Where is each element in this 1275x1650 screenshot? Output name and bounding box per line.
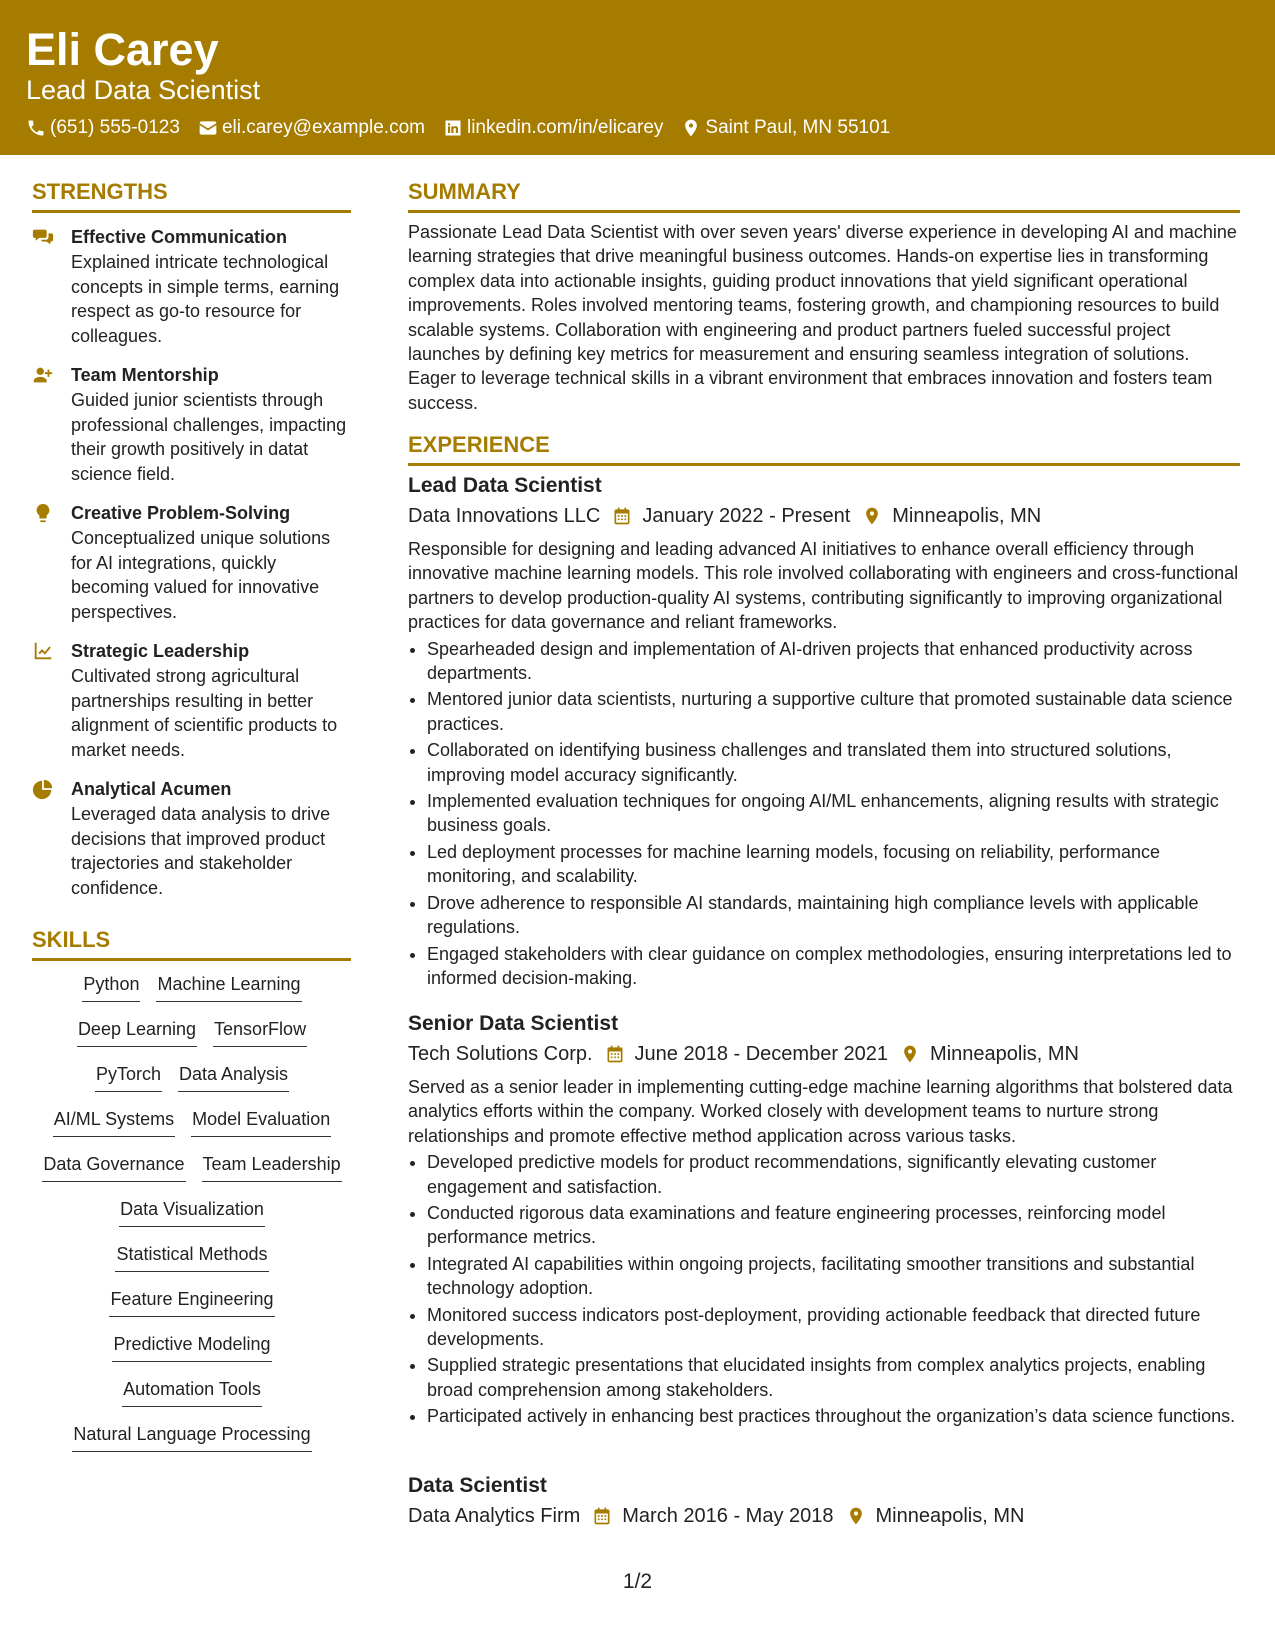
skill-row: [32, 1422, 352, 1467]
envelope-icon: [198, 118, 218, 138]
linkedin-icon: [443, 118, 463, 138]
bullet-item: • Participated actively in enhancing best practices throughout the organization’s data science functions.: [427, 1404, 1240, 1428]
bullet-item: • Developed predictive models for product recommendations, significantly elevating customer engagement and satisfaction.: [427, 1150, 1240, 1199]
strengths-list: [32, 224, 352, 914]
resume-header: [0, 0, 1275, 155]
skill-tag: Python: [82, 972, 140, 1002]
strength-item: [32, 776, 352, 900]
job-company: Data Analytics Firm: [408, 1505, 581, 1527]
contact-bar: [26, 114, 908, 142]
location-text: Saint Paul, MN 55101: [705, 117, 891, 138]
skill-tag: Data Analysis: [178, 1062, 289, 1092]
strength-item: [32, 362, 352, 486]
job-title: Data Scientist: [408, 1474, 547, 1497]
job-description: Served as a senior leader in implementing cutting-edge machine learning algorithms that bolstered data analytics efforts within the company. Worked closely with development teams to nurture strong relationships and promote effective method application across various tasks.: [408, 1077, 1233, 1146]
skill-tag: Data Governance: [42, 1152, 185, 1182]
job-location: Minneapolis, MN: [930, 1043, 1079, 1065]
bullet-item: • Spearheaded design and implementation of AI-driven projects that enhanced productivity across departments.: [427, 637, 1240, 686]
job-dates: June 2018 - December 2021: [634, 1043, 889, 1065]
skill-tag: Statistical Methods: [115, 1242, 268, 1272]
comments-icon: [32, 226, 54, 248]
calendar-icon: [612, 506, 632, 526]
skill-tag: Machine Learning: [156, 972, 301, 1002]
bullet-item: • Implemented evaluation techniques for ongoing AI/ML enhancements, aligning results with strategic business goals.: [427, 789, 1240, 838]
map-pin-icon: [846, 1506, 866, 1526]
chart-line-icon: [32, 640, 54, 662]
skills-list: [32, 972, 352, 1467]
skill-tag: Automation Tools: [122, 1377, 262, 1407]
job-location: Minneapolis, MN: [892, 505, 1042, 527]
contact-email[interactable]: [198, 114, 425, 142]
skill-row: [32, 1152, 352, 1197]
skill-tag: Predictive Modeling: [112, 1332, 271, 1362]
contact-phone[interactable]: [26, 114, 180, 142]
map-pin-icon: [900, 1044, 920, 1064]
skill-row: [32, 1287, 352, 1332]
map-pin-icon: [862, 506, 882, 526]
strengths-divider: [32, 210, 351, 213]
calendar-icon: [592, 1506, 612, 1526]
contact-linkedin[interactable]: [443, 114, 663, 142]
skill-row: [32, 1017, 352, 1062]
bullet-item: • Engaged stakeholders with clear guidance on complex methodologies, ensuring interpretations led to informed decision-making.: [427, 942, 1240, 991]
candidate-name: Eli Carey: [26, 24, 219, 75]
skill-row: [32, 1197, 352, 1242]
skill-row: [32, 1107, 352, 1152]
job-title: Senior Data Scientist: [408, 1012, 619, 1035]
chart-pie-icon: [32, 778, 54, 800]
map-pin-icon: [681, 118, 701, 138]
phone-text: (651) 555-0123: [50, 117, 180, 138]
job-entry: [408, 472, 1240, 992]
job-title: Lead Data Scientist: [408, 474, 602, 497]
experience-divider: [408, 463, 1240, 466]
skill-tag: Data Visualization: [119, 1197, 265, 1227]
strength-item: [32, 224, 352, 348]
job-meta: [408, 1039, 1240, 1069]
experience-heading: EXPERIENCE: [408, 432, 550, 457]
linkedin-text: linkedin.com/in/elicarey: [466, 117, 664, 138]
strength-desc: Conceptualized unique solutions for AI integrations, quickly becoming valued for innovative perspectives.: [71, 528, 331, 622]
summary-heading: SUMMARY: [408, 179, 521, 204]
strength-desc: Leveraged data analysis to drive decisions that improved product trajectories and stakeholder confidence.: [71, 804, 331, 898]
strength-title: Strategic Leadership: [71, 641, 250, 661]
bullet-item: • Collaborated on identifying business challenges and translated them into structured solutions, improving model accuracy significantly.: [427, 738, 1240, 787]
skills-heading: SKILLS: [32, 927, 111, 952]
job-bullets: [408, 1150, 1240, 1428]
strength-title: Analytical Acumen: [71, 779, 232, 799]
bullet-item: • Integrated AI capabilities within ongoing projects, facilitating smoother transitions and substantial technology adoption.: [427, 1252, 1240, 1301]
strength-desc: Cultivated strong agricultural partnerships resulting in better alignment of scientific products to market needs.: [71, 666, 338, 760]
page-number: 1/2: [622, 1570, 653, 1593]
skill-tag: PyTorch: [95, 1062, 162, 1092]
bullet-item: • Mentored junior data scientists, nurturing a supportive culture that promoted sustainable data science practices.: [427, 687, 1240, 736]
skill-tag: AI/ML Systems: [53, 1107, 175, 1137]
lightbulb-icon: [32, 502, 54, 524]
strength-item: [32, 638, 352, 762]
strengths-heading: STRENGTHS: [32, 179, 168, 204]
job-meta: [408, 1501, 1240, 1531]
skill-row: [32, 1332, 352, 1377]
skill-row: [32, 1062, 352, 1107]
job-dates: January 2022 - Present: [642, 505, 851, 527]
phone-icon: [26, 118, 46, 138]
job-entry: [408, 1010, 1240, 1431]
skill-tag: Feature Engineering: [109, 1287, 274, 1317]
strength-desc: Guided junior scientists through professional challenges, impacting their growth positively in datat science field.: [71, 390, 347, 484]
skill-row: [32, 972, 352, 1017]
strength-desc: Explained intricate technological concepts in simple terms, earning respect as go-to resource for colleagues.: [71, 252, 340, 346]
summary-text: Passionate Lead Data Scientist with over seven years' diverse experience in developing AI and machine learning strategies that drive meaningful business outcomes. Hands-on expertise lies in transforming complex data into actionable insights, guiding product innovations that yield significant operational improvements. Roles involved mentoring teams, fostering growth, and championing resources to build scalable systems. Collaboration with engineering and product partners fueled successful project launches by defining key metrics for measurement and ensuring seamless integration of solutions. Eager to leverage technical skills in a vibrant environment that embraces innovation and fosters team success.: [408, 222, 1237, 413]
job-bullets: [408, 637, 1240, 991]
job-location: Minneapolis, MN: [875, 1505, 1025, 1527]
skills-divider: [32, 958, 351, 961]
skill-row: [32, 1242, 352, 1287]
calendar-icon: [605, 1044, 625, 1064]
strength-title: Effective Communication: [71, 227, 288, 247]
bullet-item: • Supplied strategic presentations that elucidated insights from complex analytics projects, enabling broad comprehension among stakeholders.: [427, 1353, 1240, 1402]
bullet-item: • Conducted rigorous data examinations and feature engineering processes, reinforcing model performance metrics.: [427, 1201, 1240, 1250]
job-company: Tech Solutions Corp.: [408, 1043, 593, 1065]
skill-tag: Deep Learning: [77, 1017, 197, 1047]
bullet-item: • Monitored success indicators post-deployment, providing actionable feedback that directed future developments.: [427, 1303, 1240, 1352]
job-description: Responsible for designing and leading advanced AI initiatives to enhance overall efficiency through innovative machine learning models. This role involved collaborating with engineers and cross-functional partners to develop production-quality AI systems, contributing significantly to improving organizational practices for data governance and reliant frameworks.: [408, 539, 1239, 633]
job-dates: March 2016 - May 2018: [622, 1505, 834, 1527]
skill-row: [32, 1377, 352, 1422]
strength-item: [32, 500, 352, 624]
skill-tag: Model Evaluation: [191, 1107, 331, 1137]
email-text: eli.carey@example.com: [221, 117, 425, 138]
summary-divider: [408, 210, 1240, 213]
skill-tag: Team Leadership: [202, 1152, 342, 1182]
bullet-item: • Led deployment processes for machine learning models, focusing on reliability, performance monitoring, and scalability.: [427, 840, 1240, 889]
user-plus-icon: [32, 364, 54, 386]
skill-tag: TensorFlow: [213, 1017, 307, 1047]
bullet-item: • Drove adherence to responsible AI standards, maintaining high compliance levels with applicable regulations.: [427, 891, 1240, 940]
job-entry: [408, 1472, 1240, 1531]
strength-title: Team Mentorship: [71, 365, 219, 385]
candidate-title: Lead Data Scientist: [26, 75, 261, 105]
job-company: Data Innovations LLC: [408, 505, 601, 527]
job-meta: [408, 501, 1240, 531]
strength-title: Creative Problem-Solving: [71, 503, 291, 523]
contact-location: [681, 114, 890, 142]
skill-tag: Natural Language Processing: [72, 1422, 311, 1452]
